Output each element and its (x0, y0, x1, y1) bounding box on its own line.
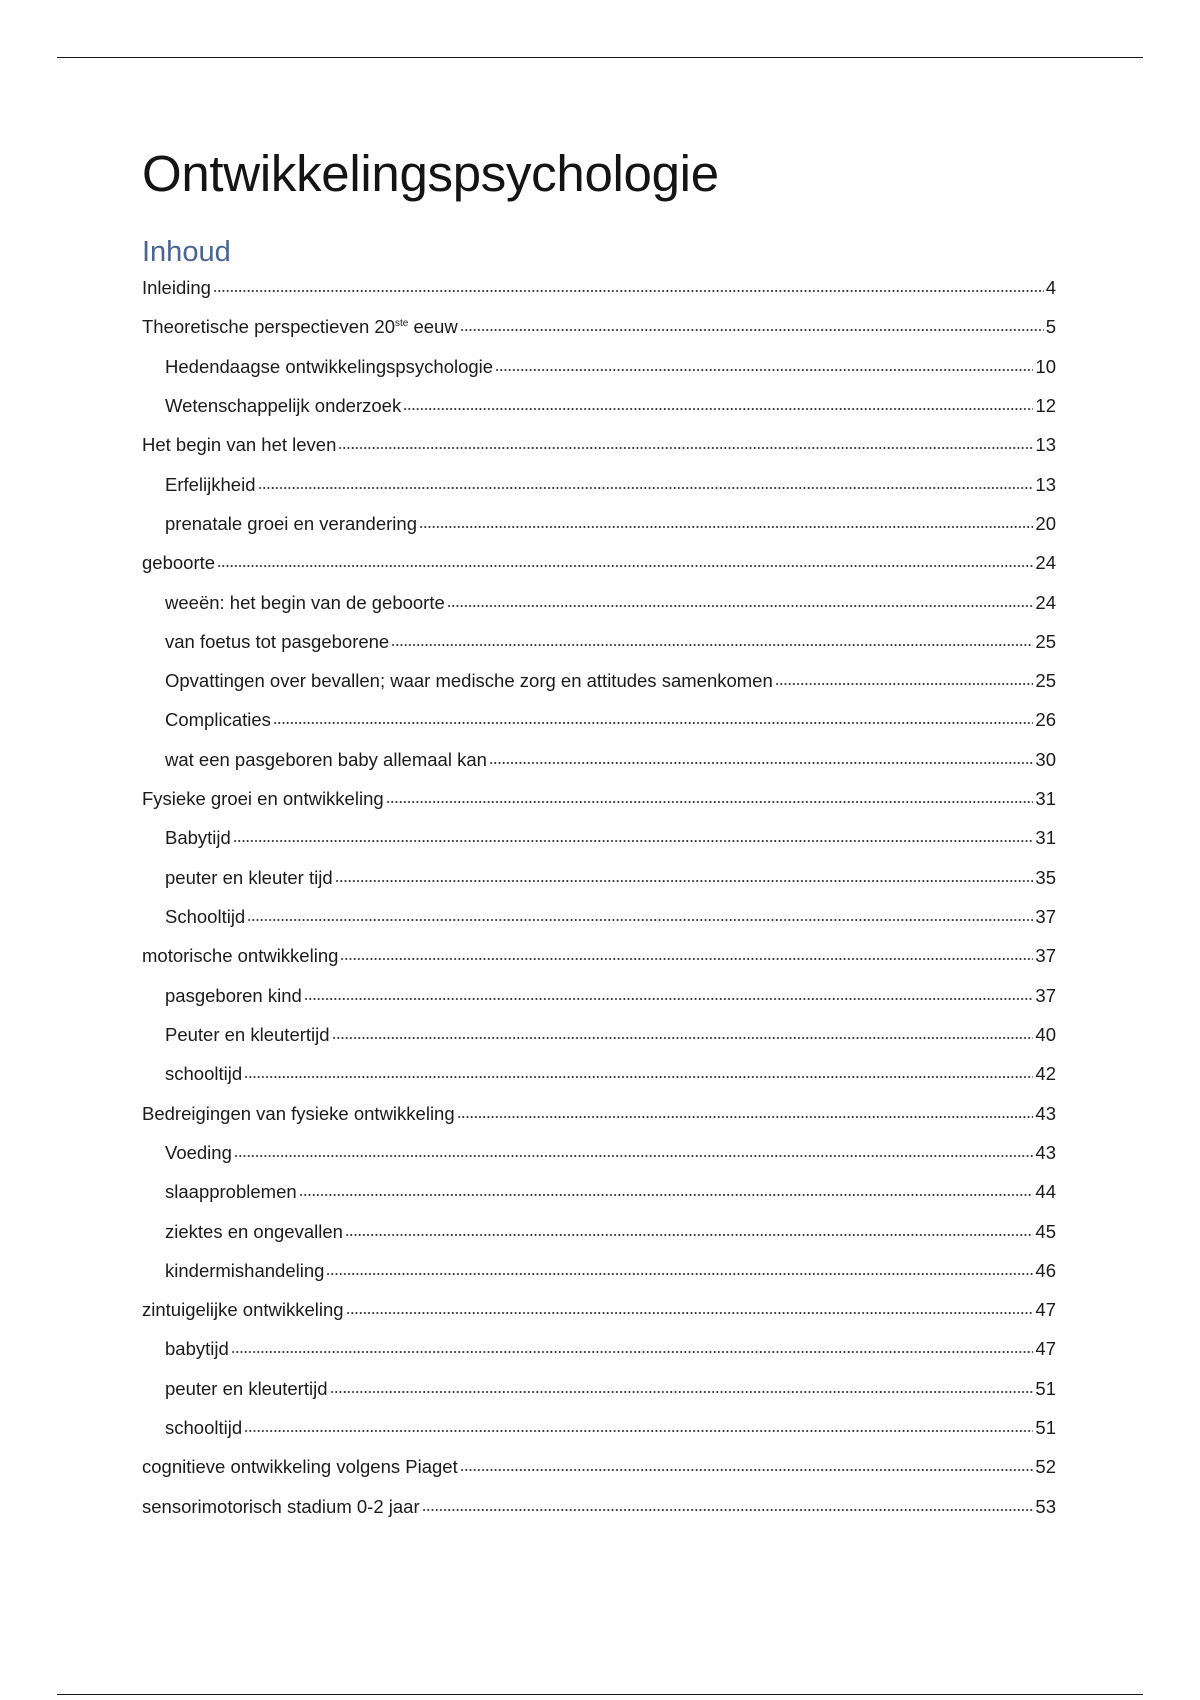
toc-entry[interactable] (142, 1063, 1056, 1102)
toc-entry-text: Hedendaagse ontwikkelingspsychologie (165, 355, 494, 377)
toc-entry-label (165, 513, 417, 535)
toc-entry-text: cognitieve ontwikkeling volgens Piaget (142, 1456, 458, 1478)
footer-rule (57, 1694, 1143, 1695)
dot-leader (247, 918, 1033, 922)
toc-entry[interactable] (142, 945, 1056, 984)
toc-entry[interactable] (142, 1024, 1056, 1063)
toc-entry-page-number: 24 (1035, 552, 1056, 574)
toc-entry[interactable] (142, 513, 1056, 552)
toc-entry-text: ziektes en ongevallen (165, 1220, 343, 1242)
toc-entry-text: motorische ontwikkeling (142, 945, 339, 967)
toc-entry-page-number: 25 (1035, 670, 1056, 692)
toc-entry-text: kindermishandeling (165, 1259, 325, 1281)
toc-entry-page-number: 43 (1035, 1141, 1056, 1163)
toc-entry[interactable] (142, 592, 1056, 631)
toc-entry-page-number: 31 (1035, 827, 1056, 849)
toc-entry-text: babytijd (165, 1338, 229, 1360)
dot-leader (460, 328, 1044, 332)
toc-entry[interactable] (142, 316, 1056, 355)
toc-entry-page-number: 13 (1035, 434, 1056, 456)
toc-entry-label (142, 552, 215, 574)
dot-leader (299, 1193, 1034, 1197)
toc-entry-text: Schooltijd (165, 906, 246, 927)
dot-leader (447, 604, 1034, 608)
dot-leader (332, 1036, 1034, 1040)
toc-entry-label (165, 1260, 324, 1282)
toc-entry-label (165, 1378, 328, 1400)
dot-leader (345, 1233, 1033, 1237)
toc-entry[interactable] (142, 709, 1056, 748)
dot-leader (217, 564, 1033, 568)
toc-entry-page-number: 37 (1035, 984, 1056, 1006)
toc-entry-text: Het begin van het leven (142, 434, 337, 456)
toc-entry-label (165, 395, 401, 417)
toc-entry[interactable] (142, 867, 1056, 906)
toc-entry[interactable] (142, 1221, 1056, 1260)
dot-leader (234, 1154, 1034, 1158)
toc-entry-label (165, 827, 231, 849)
dot-leader (489, 761, 1034, 765)
toc-entry-text: Opvattingen over bevallen; waar medische zorg en attitudes samenkomen (165, 670, 773, 692)
toc-entry-label (142, 788, 384, 810)
toc-entry[interactable] (142, 474, 1056, 513)
toc-entry-text: sensorimotorisch stadium 0-2 jaar (142, 1495, 420, 1517)
toc-entry[interactable] (142, 1378, 1056, 1417)
toc-entry-text: pasgeboren kind (165, 984, 302, 1006)
dot-leader (338, 446, 1033, 450)
toc-entry[interactable] (142, 670, 1056, 709)
dot-leader (495, 368, 1033, 372)
toc-entry-text-suffix: eeuw (408, 316, 458, 338)
toc-entry-text: van foetus tot pasgeborene (165, 630, 390, 652)
toc-entry[interactable] (142, 1142, 1056, 1181)
dot-leader (330, 1390, 1034, 1394)
toc-entry-page-number: 10 (1035, 355, 1056, 377)
toc-entry-page-number: 42 (1035, 1063, 1056, 1085)
toc-entry[interactable] (142, 827, 1056, 866)
dot-leader (244, 1429, 1033, 1433)
toc-entry-text: zintuigelijke ontwikkeling (142, 1299, 344, 1321)
toc-entry-text: Voeding (165, 1141, 232, 1163)
toc-entry-label (142, 945, 338, 967)
toc-entry-page-number: 13 (1035, 473, 1056, 495)
toc-entry-page-number: 47 (1035, 1338, 1056, 1360)
toc-entry-page-number: 47 (1035, 1299, 1056, 1321)
toc-entry-text: peuter en kleutertijd (165, 1377, 328, 1399)
toc-entry-page-number: 45 (1035, 1220, 1056, 1242)
dot-leader (244, 1075, 1033, 1079)
dot-leader (775, 682, 1034, 686)
dot-leader (231, 1350, 1034, 1354)
toc-entry-label (142, 1496, 420, 1518)
toc-entry-text: Inleiding (142, 277, 211, 298)
toc-entry[interactable] (142, 552, 1056, 591)
toc-entry-page-number: 44 (1035, 1181, 1056, 1203)
dot-leader (346, 1311, 1034, 1315)
toc-entry-label (165, 474, 256, 496)
toc-entry-label (142, 1103, 455, 1125)
dot-leader (460, 1468, 1034, 1472)
toc-entry[interactable] (142, 1456, 1056, 1495)
dot-leader (233, 839, 1034, 843)
dot-leader (391, 643, 1033, 647)
table-of-contents (142, 277, 1056, 1535)
toc-entry-page-number: 35 (1035, 866, 1056, 888)
toc-entry-page-number: 52 (1035, 1456, 1056, 1478)
toc-entry-page-number: 20 (1035, 512, 1056, 534)
toc-entry-label (165, 906, 245, 928)
toc-entry-label (165, 867, 333, 889)
toc-entry-page-number: 24 (1035, 591, 1056, 613)
toc-entry-label (165, 985, 302, 1007)
toc-entry-label (165, 709, 271, 731)
toc-entry-page-number: 5 (1045, 316, 1056, 338)
toc-entry[interactable] (142, 985, 1056, 1024)
toc-entry-text: Wetenschappelijk onderzoek (165, 394, 402, 416)
toc-entry-text: schooltijd (165, 1063, 243, 1085)
toc-entry-text: weeën: het begin van de geboorte (165, 591, 445, 613)
toc-entry-label (165, 631, 389, 653)
toc-entry[interactable] (142, 1417, 1056, 1456)
toc-entry-label (165, 1063, 242, 1085)
toc-entry-label (165, 592, 445, 614)
toc-entry-text: Babytijd (165, 827, 231, 849)
dot-leader (326, 1272, 1033, 1276)
toc-entry-text: wat een pasgeboren baby allemaal kan (165, 748, 487, 770)
toc-entry-page-number: 37 (1035, 906, 1056, 927)
toc-entry-label (165, 1221, 343, 1243)
toc-entry[interactable] (142, 1103, 1056, 1142)
dot-leader (258, 486, 1034, 490)
toc-entry-label (165, 670, 773, 692)
dot-leader (335, 879, 1034, 883)
dot-leader (340, 957, 1033, 961)
toc-entry-text: peuter en kleuter tijd (165, 866, 333, 888)
toc-entry-page-number: 40 (1035, 1023, 1056, 1045)
toc-entry-page-number: 51 (1035, 1377, 1056, 1399)
toc-entry-text: schooltijd (165, 1417, 243, 1439)
header-rule (57, 57, 1143, 58)
toc-entry-label (165, 1338, 229, 1360)
toc-entry-page-number: 12 (1035, 394, 1056, 416)
toc-entry-text: geboorte (142, 552, 216, 574)
dot-leader (213, 289, 1044, 293)
toc-entry-page-number: 31 (1035, 788, 1056, 810)
toc-entry-text: Theoretische perspectieven 20 (142, 316, 395, 338)
toc-heading: Inhoud (142, 236, 231, 268)
toc-entry-label (142, 1456, 458, 1478)
toc-entry-page-number: 30 (1035, 748, 1056, 770)
toc-entry-page-number: 26 (1035, 709, 1056, 731)
dot-leader (457, 1115, 1034, 1119)
toc-entry-text: prenatale groei en verandering (165, 512, 417, 534)
toc-entry-page-number: 51 (1035, 1417, 1056, 1439)
toc-entry-text: Peuter en kleutertijd (165, 1023, 330, 1045)
toc-entry-text: Erfelijkheid (165, 473, 256, 495)
toc-entry-page-number: 46 (1035, 1259, 1056, 1281)
toc-entry[interactable] (142, 1181, 1056, 1220)
toc-entry[interactable] (142, 631, 1056, 670)
toc-entry[interactable] (142, 1496, 1056, 1535)
toc-entry[interactable] (142, 434, 1056, 473)
toc-entry[interactable] (142, 1299, 1056, 1338)
toc-entry[interactable] (142, 277, 1056, 316)
document-title: Ontwikkelingspsychologie (142, 145, 719, 202)
dot-leader (304, 997, 1034, 1001)
toc-entry-text: Complicaties (165, 709, 271, 731)
dot-leader (273, 721, 1034, 725)
toc-entry[interactable] (142, 1260, 1056, 1299)
toc-entry-text: slaapproblemen (165, 1181, 297, 1203)
toc-entry-label (142, 316, 458, 338)
dot-leader (403, 407, 1033, 411)
dot-leader (386, 800, 1034, 804)
toc-entry-label (142, 434, 336, 456)
toc-entry-page-number: 4 (1045, 277, 1056, 298)
toc-entry-label (142, 1299, 344, 1321)
toc-entry-label (165, 1417, 242, 1439)
dot-leader (422, 1508, 1034, 1512)
toc-entry-label (142, 277, 211, 299)
toc-entry-label (165, 356, 493, 378)
dot-leader (419, 525, 1033, 529)
toc-entry[interactable] (142, 356, 1056, 395)
toc-entry[interactable] (142, 395, 1056, 434)
toc-entry[interactable] (142, 1338, 1056, 1377)
toc-entry-label (165, 1142, 232, 1164)
toc-entry[interactable] (142, 788, 1056, 827)
toc-entry-page-number: 43 (1035, 1102, 1056, 1124)
toc-entry[interactable] (142, 906, 1056, 945)
toc-entry-page-number: 37 (1035, 945, 1056, 967)
toc-entry-label (165, 749, 487, 771)
toc-entry[interactable] (142, 749, 1056, 788)
toc-entry-page-number: 25 (1035, 630, 1056, 652)
toc-entry-text: Bedreigingen van fysieke ontwikkeling (142, 1102, 455, 1124)
toc-entry-label (165, 1181, 297, 1203)
toc-entry-page-number: 53 (1035, 1495, 1056, 1517)
toc-entry-superscript: ste (394, 318, 409, 330)
toc-entry-text: Fysieke groei en ontwikkeling (142, 788, 384, 810)
toc-entry-label (165, 1024, 330, 1046)
